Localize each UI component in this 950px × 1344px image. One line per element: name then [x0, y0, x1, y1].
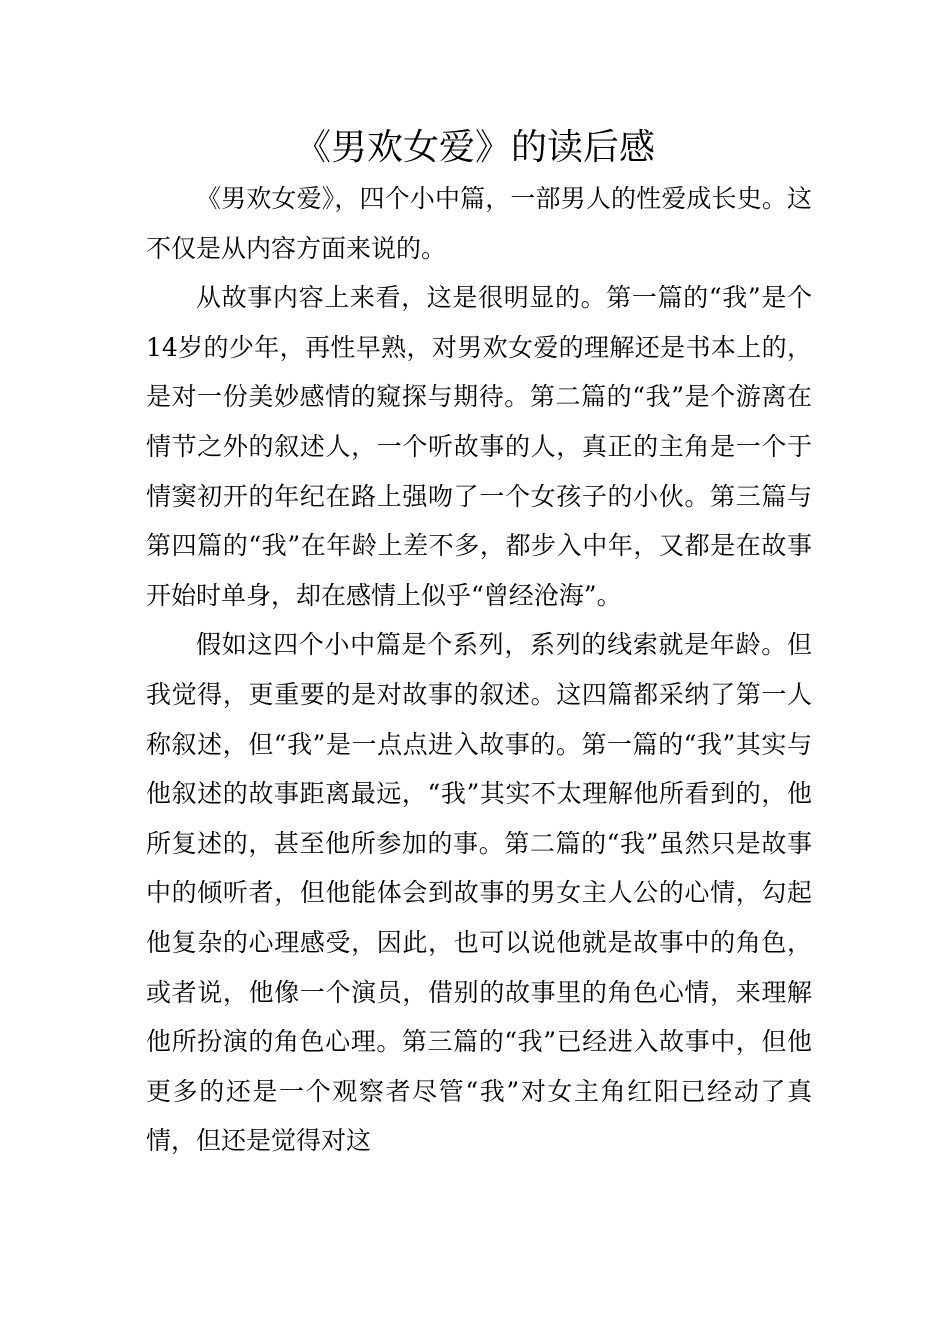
document-body	[146, 174, 812, 1166]
paragraph-1: 《男欢女爱》，四个小中篇，一部男人的性爱成长史。这不仅是从内容方面来说的。	[146, 184, 812, 263]
paragraph-3: 假如这四个小中篇是个系列，系列的线索就是年龄。但我觉得，更重要的是对故事的叙述。这四篇都采纳了第一人称叙述，但“我”是一点点进入故事的。第一篇的“我”其实与他叙述的故事距离最远，“我”其实不太理解他所看到的，他所复述的，甚至他所参加的事。第二篇的“我”虽然只是故事中的倾听者，但他能体会到故事的男女主人公的心情，勾起他复杂的心理感受，因此，也可以说他就是故事中的角色，或者说，他像一个演员，借别的故事里的角色心情，来理解他所扮演的角色心理。第三篇的“我”已经进入故事中，但他更多的还是一个观察者尽管“我”对女主角红阳已经动了真情，但还是觉得对这	[146, 630, 812, 1156]
document-title: 《男欢女爱》的读后感	[294, 127, 655, 168]
paragraph-2: 从故事内容上来看，这是很明显的。第一篇的“我”是个14岁的少年，再性早熟，对男欢女爱的理解还是书本上的，是对一份美妙感情的窥探与期待。第二篇的“我”是个游离在情节之外的叙述人，一个听故事的人，真正的主角是一个于情窦初开的年纪在路上强吻了一个女孩子的小伙。第三篇与第四篇的“我”在年龄上差不多，都步入中年，又都是在故事开始时单身，却在感情上似乎“曾经沧海”。	[146, 283, 812, 610]
